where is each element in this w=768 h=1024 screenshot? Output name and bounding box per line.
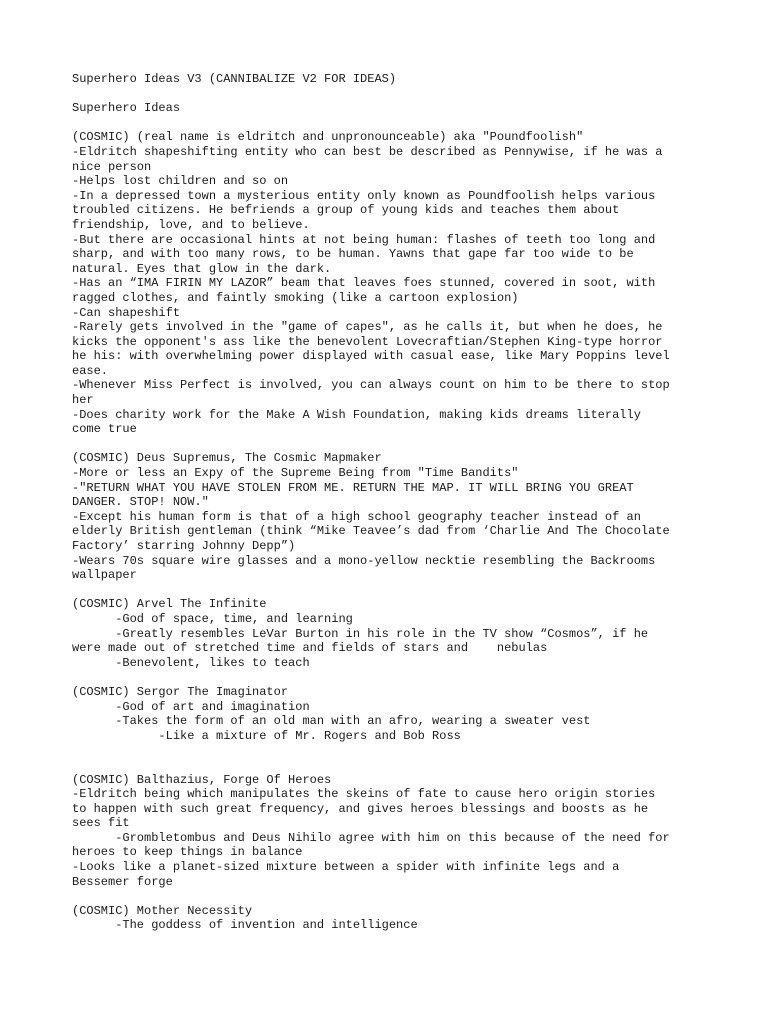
text-line: Factory’ starring Johnny Depp”) (72, 539, 296, 553)
text-line: -More or less an Expy of the Supreme Being from "Time Bandits" (72, 466, 519, 481)
text-line: -Like a mixture of Mr. Rogers and Bob Ross (72, 728, 461, 743)
text-line: -Takes the form of an old man with an afro, wearing a sweater vest (72, 714, 591, 729)
text-line: -Rarely gets involved in the "game of capes", as he calls it, but when he does, he (72, 320, 663, 335)
text-line: natural. Eyes that glow in the dark. (72, 261, 332, 276)
text-line: come true (72, 422, 137, 437)
text-line: (COSMIC) (real name is eldritch and unpronounceable) aka "Poundfoolish" (72, 130, 584, 145)
text-line: Superhero Ideas (72, 101, 181, 116)
blank-line (72, 437, 728, 452)
text-line: -Except his human form is that of a high school geography teacher instead of an (72, 509, 641, 524)
text-line: (COSMIC) Deus Supremus, The Cosmic Mapmaker (72, 451, 382, 466)
text-line: elderly British gentleman (think “Mike Teavee’s dad from ‘Charlie And The Chocolate (72, 524, 670, 539)
text-line: nice person (72, 159, 152, 174)
text-line: -Benevolent, likes to teach (72, 655, 310, 670)
text-line: ragged clothes, and faintly smoking (like a cartoon explosion) (72, 290, 519, 305)
text-line: -The goddess of invention and intelligence (72, 918, 418, 933)
text-line: -Eldritch being which manipulates the skeins of fate to cause hero origin stories (72, 787, 656, 802)
text-line: -"RETURN WHAT YOU HAVE STOLEN FROM ME. RETURN THE MAP. IT WILL BRING YOU GREAT (72, 480, 634, 495)
text-line: -Eldritch shapeshifting entity who can best be described as Pennywise, if he was a (72, 144, 663, 159)
blank-line (72, 889, 728, 904)
blank-line (72, 583, 728, 598)
text-line: (COSMIC) Arvel The Infinite (72, 597, 267, 612)
text-line: -Greatly resembles LeVar Burton in his role in the TV show “Cosmos”, if he (72, 626, 649, 641)
text-line: -Has an “IMA FIRIN MY LAZOR” beam that leaves foes stunned, covered in soot, with (72, 276, 656, 291)
text-line: -Does charity work for the Make A Wish Foundation, making kids dreams literally (72, 407, 641, 422)
text-line: -Looks like a planet-sized mixture between a spider with infinite legs and a (72, 860, 620, 875)
text-line: kicks the opponent's ass like the benevolent Lovecraftian/Stephen King-type horror (72, 334, 663, 349)
document-body (72, 72, 728, 933)
text-line: to happen with such great frequency, and gives heroes blessings and boosts as he (72, 801, 649, 816)
text-line: (COSMIC) Sergor The Imaginator (72, 684, 289, 699)
blank-line (72, 87, 728, 102)
text-line: heroes to keep things in balance (72, 845, 303, 860)
text-line: wallpaper (72, 568, 137, 583)
text-line: -Can shapeshift (72, 305, 181, 320)
text-line: -Wears 70s square wire glasses and a mono-yellow necktie resembling the Backrooms (72, 553, 656, 568)
text-line: -Whenever Miss Perfect is involved, you can always count on him to be there to stop (72, 378, 670, 393)
text-line: were made out of stretched time and fields of stars and nebulas (72, 641, 548, 656)
text-line: -In a depressed town a mysterious entity only known as Poundfoolish helps various (72, 188, 656, 203)
text-line: (COSMIC) Balthazius, Forge Of Heroes (72, 772, 332, 787)
text-line: -Helps lost children and so on (72, 174, 289, 189)
text-line: sees fit (72, 816, 130, 831)
text-line: Bessemer forge (72, 874, 173, 889)
text-line: -God of art and imagination (72, 699, 310, 714)
blank-line (72, 758, 728, 773)
text-line: -But there are occasional hints at not being human: flashes of teeth too long and (72, 232, 656, 247)
blank-line (72, 116, 728, 131)
text-line: -God of space, time, and learning (72, 611, 353, 626)
text-line: he his: with overwhelming power displayed with casual ease, like Mary Poppins level (72, 349, 670, 364)
text-line: (COSMIC) Mother Necessity (72, 903, 253, 918)
text-line: -Grombletombus and Deus Nihilo agree with him on this because of the need for (72, 830, 670, 845)
text-line: troubled citizens. He befriends a group of young kids and teaches them about (72, 203, 620, 218)
text-line: her (72, 393, 94, 408)
blank-line (72, 743, 728, 758)
text-line: sharp, and with too many rows, to be human. Yawns that gape far too wide to be (72, 247, 634, 262)
text-line: ease. (72, 363, 109, 378)
blank-line (72, 670, 728, 685)
text-line: Superhero Ideas V3 (CANNIBALIZE V2 FOR IDEAS) (72, 72, 397, 86)
text-line: friendship, love, and to believe. (72, 217, 310, 232)
text-line: DANGER. STOP! NOW." (72, 495, 209, 510)
